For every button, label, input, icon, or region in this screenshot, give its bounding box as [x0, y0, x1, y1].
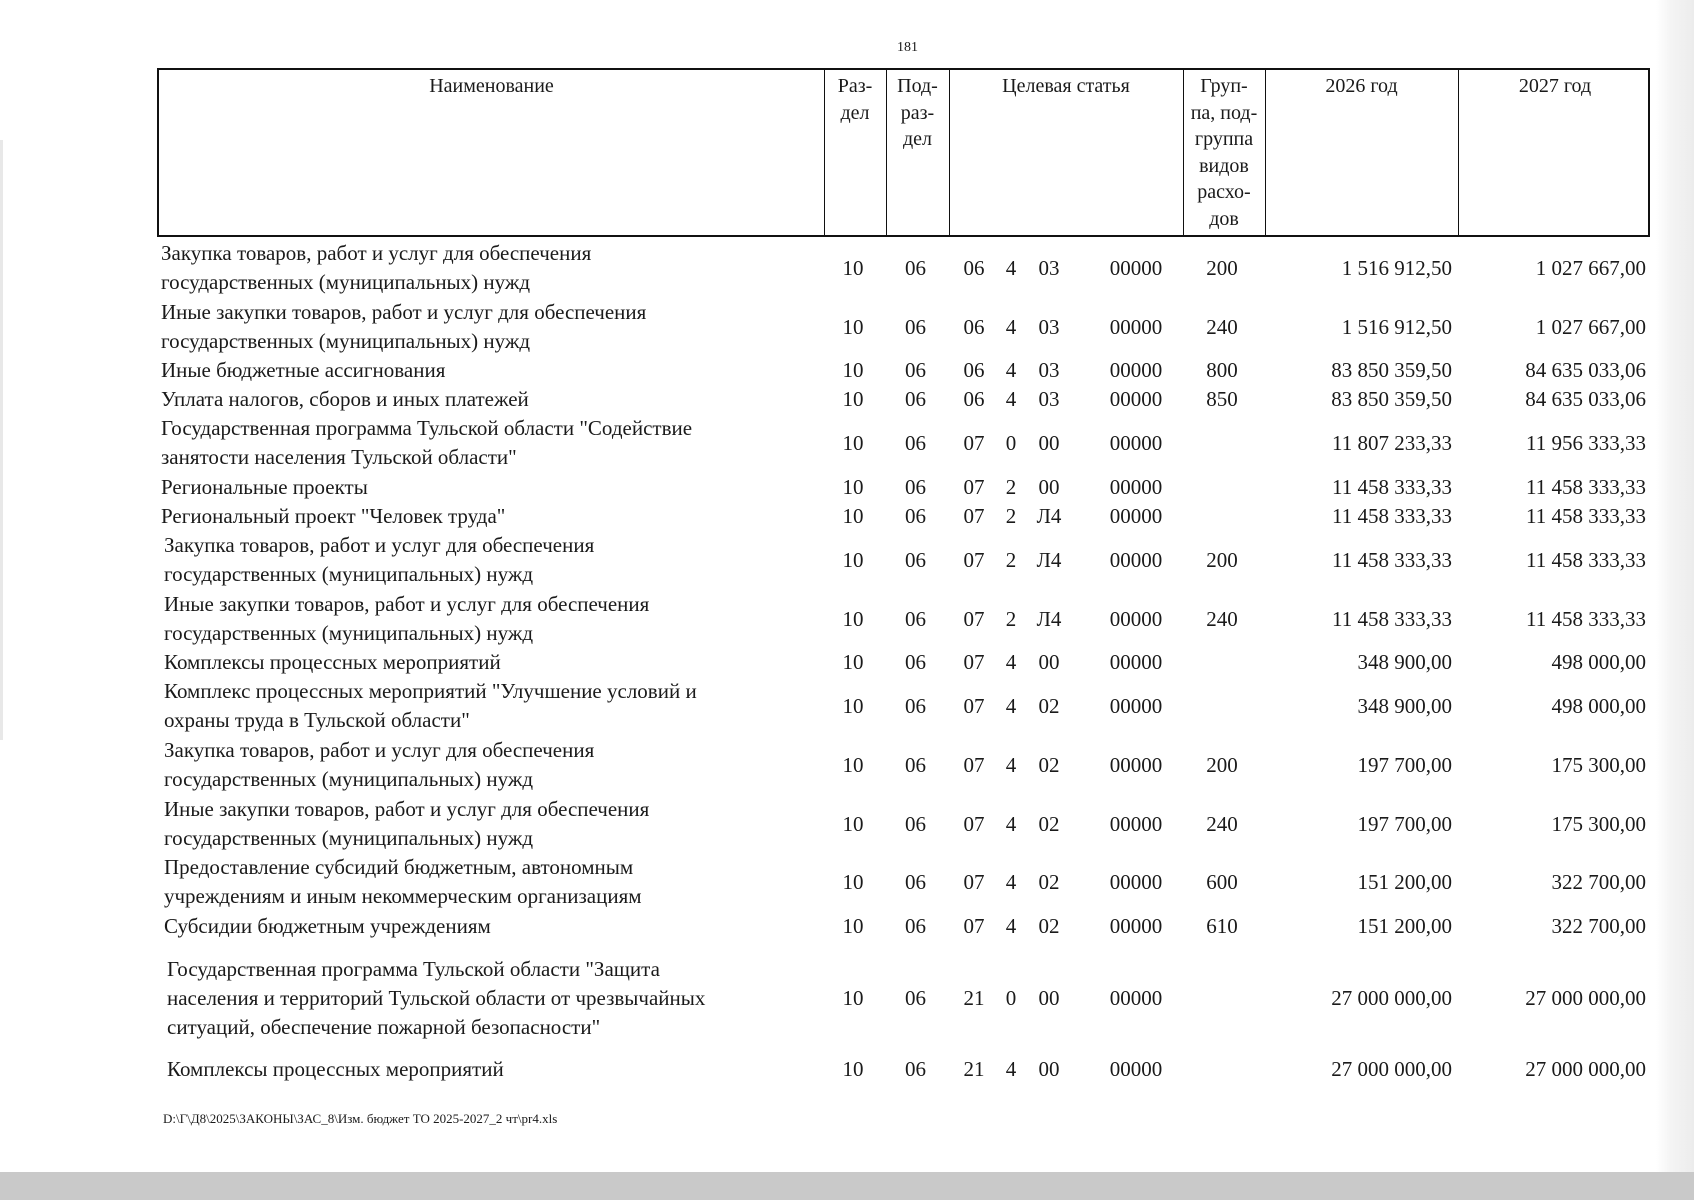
row-name-line: населения и территорий Тульской области от чрезвычайных [167, 986, 706, 1010]
table-row [157, 1055, 1650, 1084]
cell-v2027: 11 458 333,33 [1526, 547, 1646, 572]
cell-rz: 10 [842, 650, 864, 674]
cell-v2026: 197 700,00 [1357, 811, 1452, 836]
cell-t3: 02 [1038, 869, 1060, 894]
cell-pr: 06 [905, 358, 926, 382]
row-name [164, 853, 642, 911]
cell-rz: 10 [842, 358, 864, 382]
cell-rz: 10 [842, 1057, 864, 1081]
cell-v2027: 11 458 333,33 [1526, 475, 1646, 499]
cell-t1: 06 [963, 358, 985, 382]
table-row [157, 795, 1650, 853]
cell-v2027: 27 000 000,00 [1525, 1057, 1646, 1081]
header-razdel [824, 70, 886, 126]
cell-t4: 00000 [1109, 387, 1163, 411]
header-group-line: расхо- [1197, 181, 1251, 203]
cell-v2026: 11 458 333,33 [1332, 475, 1452, 499]
scan-edge-left [0, 140, 3, 740]
cell-v2027: 11 458 333,33 [1526, 504, 1646, 528]
cell-t2: 4 [1005, 1057, 1017, 1081]
cell-rz: 10 [842, 255, 864, 280]
cell-t4: 00000 [1109, 914, 1163, 938]
row-name-line: Региональный проект "Человек труда" [161, 504, 506, 528]
header-razdel-line: дел [840, 101, 870, 124]
table-row [157, 853, 1650, 911]
cell-pr: 06 [905, 869, 926, 894]
cell-v2027: 1 027 667,00 [1535, 255, 1646, 280]
row-name-line: Субсидии бюджетным учреждениям [164, 914, 491, 938]
row-name-line: занятости населения Тульской области" [161, 445, 517, 469]
cell-t3: 02 [1038, 752, 1060, 777]
cell-t4: 00000 [1109, 606, 1163, 631]
cell-v2026: 11 458 333,33 [1332, 547, 1452, 572]
cell-t4: 00000 [1109, 752, 1163, 777]
cell-t2: 4 [1005, 255, 1017, 280]
cell-v2027: 498 000,00 [1551, 650, 1646, 674]
header-podrazdel [886, 70, 949, 153]
row-name-line: ситуаций, обеспечение пожарной безопасности" [167, 1015, 601, 1039]
cell-t2: 2 [1005, 547, 1017, 572]
cell-t4: 00000 [1109, 358, 1163, 382]
cell-t3: 03 [1038, 387, 1060, 411]
cell-v2026: 27 000 000,00 [1331, 1057, 1452, 1081]
header-group-line: дов [1209, 207, 1239, 230]
row-name [164, 531, 594, 589]
row-name-line: Иные закупки товаров, работ и услуг для обеспечения [164, 592, 650, 616]
cell-pr: 06 [905, 752, 926, 777]
cell-gr: 850 [1206, 387, 1238, 411]
row-name-line: Комплекс процессных мероприятий "Улучшение условий и [164, 679, 697, 703]
row-name-line: государственных (муниципальных) нужд [164, 826, 534, 850]
cell-rz: 10 [842, 504, 864, 528]
cell-t4: 00000 [1109, 1057, 1163, 1081]
row-name-line: Закупка товаров, работ и услуг для обеспечения [164, 738, 595, 762]
cell-t1: 07 [963, 914, 985, 938]
cell-rz: 10 [842, 606, 864, 631]
cell-gr: 200 [1206, 752, 1238, 777]
cell-t3: Л4 [1036, 547, 1062, 572]
cell-t3: 00 [1038, 430, 1060, 455]
cell-pr: 06 [905, 475, 926, 499]
cell-v2027: 84 635 033,06 [1525, 358, 1646, 382]
row-name [164, 590, 649, 648]
table-row [157, 531, 1650, 589]
row-name-line: Комплексы процессных мероприятий [167, 1057, 504, 1081]
cell-v2027: 84 635 033,06 [1525, 387, 1646, 411]
table-row [157, 385, 1650, 414]
cell-t4: 00000 [1109, 504, 1163, 528]
table-row [157, 736, 1650, 794]
table-row [157, 955, 1650, 1042]
row-name-line: охраны труда в Тульской области" [164, 708, 470, 732]
cell-rz: 10 [842, 811, 864, 836]
cell-t2: 2 [1005, 475, 1017, 499]
cell-rz: 10 [842, 547, 864, 572]
cell-rz: 10 [842, 914, 864, 938]
table-row [157, 912, 1650, 941]
cell-t1: 06 [963, 314, 985, 339]
page-number: 181 [897, 40, 918, 55]
row-name-line: учреждениям и иным некоммерческим организациям [164, 884, 642, 908]
row-name [161, 385, 529, 414]
cell-pr: 06 [905, 693, 926, 718]
header-razdel-line: Раз- [837, 75, 873, 97]
cell-pr: 06 [905, 387, 926, 411]
cell-t4: 00000 [1109, 811, 1163, 836]
header-podrazdel-line: раз- [900, 101, 935, 124]
cell-pr: 06 [905, 811, 926, 836]
cell-v2026: 348 900,00 [1357, 693, 1452, 718]
cell-rz: 10 [842, 430, 864, 455]
cell-rz: 10 [842, 314, 864, 339]
row-name [164, 648, 501, 677]
cell-v2026: 83 850 359,50 [1331, 387, 1452, 411]
cell-v2027: 175 300,00 [1551, 752, 1646, 777]
cell-t1: 07 [963, 811, 985, 836]
row-name [167, 955, 705, 1042]
cell-t3: Л4 [1036, 504, 1062, 528]
cell-t2: 4 [1005, 387, 1017, 411]
cell-rz: 10 [842, 752, 864, 777]
cell-t4: 00000 [1109, 255, 1163, 280]
cell-t2: 4 [1005, 811, 1017, 836]
row-name [164, 795, 649, 853]
cell-t2: 4 [1005, 693, 1017, 718]
cell-v2026: 197 700,00 [1357, 752, 1452, 777]
row-name-line: Предоставление субсидий бюджетным, автономным [164, 855, 634, 879]
cell-t3: 03 [1038, 314, 1060, 339]
cell-t4: 00000 [1109, 475, 1163, 499]
cell-rz: 10 [842, 475, 864, 499]
cell-gr: 240 [1206, 606, 1238, 631]
cell-v2026: 27 000 000,00 [1331, 986, 1452, 1010]
row-name-line: государственных (муниципальных) нужд [161, 329, 531, 353]
cell-t1: 07 [963, 430, 985, 455]
row-name-line: государственных (муниципальных) нужд [164, 767, 534, 791]
cell-t1: 07 [963, 475, 985, 499]
table-row [157, 356, 1650, 385]
row-name-line: Закупка товаров, работ и услуг для обеспечения [164, 533, 595, 557]
cell-t2: 4 [1005, 914, 1017, 938]
row-name [164, 677, 697, 735]
cell-rz: 10 [842, 869, 864, 894]
row-name [161, 473, 368, 502]
cell-pr: 06 [905, 606, 926, 631]
cell-t2: 2 [1005, 606, 1017, 631]
row-name-line: государственных (муниципальных) нужд [164, 621, 534, 645]
table-header [157, 68, 1650, 237]
row-name [164, 736, 594, 794]
cell-pr: 06 [905, 1057, 926, 1081]
header-target: Целевая статья [1002, 75, 1130, 97]
cell-t1: 07 [963, 752, 985, 777]
row-name [164, 912, 491, 941]
header-2027: 2027 год [1518, 75, 1592, 97]
cell-pr: 06 [905, 547, 926, 572]
cell-v2027: 11 956 333,33 [1526, 430, 1646, 455]
cell-t3: 00 [1038, 986, 1060, 1010]
row-name [161, 298, 646, 356]
cell-t4: 00000 [1109, 314, 1163, 339]
cell-t1: 07 [963, 693, 985, 718]
cell-t1: 21 [963, 986, 985, 1010]
row-name-line: Иные закупки товаров, работ и услуг для обеспечения [161, 300, 647, 324]
header-2026: 2026 год [1325, 75, 1398, 97]
cell-t4: 00000 [1109, 650, 1163, 674]
row-name-line: Уплата налогов, сборов и иных платежей [161, 387, 529, 411]
cell-gr: 610 [1206, 914, 1238, 938]
cell-pr: 06 [905, 430, 926, 455]
row-name-line: Закупка товаров, работ и услуг для обеспечения [161, 241, 592, 265]
cell-t4: 00000 [1109, 693, 1163, 718]
cell-t4: 00000 [1109, 547, 1163, 572]
cell-t2: 2 [1005, 504, 1017, 528]
cell-rz: 10 [842, 387, 864, 411]
cell-pr: 06 [905, 255, 926, 280]
cell-v2027: 11 458 333,33 [1526, 606, 1646, 631]
cell-t2: 0 [1005, 430, 1017, 455]
cell-t1: 21 [963, 1057, 985, 1081]
row-name-line: Государственная программа Тульской области "Защита [167, 957, 660, 981]
cell-t3: 02 [1038, 811, 1060, 836]
cell-t1: 07 [963, 606, 985, 631]
cell-pr: 06 [905, 504, 926, 528]
cell-v2027: 1 027 667,00 [1535, 314, 1646, 339]
row-name [161, 414, 692, 472]
row-name [161, 502, 505, 531]
cell-v2026: 348 900,00 [1357, 650, 1452, 674]
cell-t3: 02 [1038, 914, 1060, 938]
cell-v2026: 1 516 912,50 [1341, 314, 1452, 339]
header-group-line: группа [1194, 128, 1254, 150]
cell-t3: Л4 [1036, 606, 1062, 631]
cell-t3: 00 [1038, 1057, 1060, 1081]
file-path: D:\Г\Д8\2025\ЗАКОНЫ\ЗАС_8\Изм. бюджет ТО 2025-2027_2 чт\pr4.xls [163, 1111, 558, 1126]
cell-t4: 00000 [1109, 869, 1163, 894]
cell-t4: 00000 [1109, 430, 1163, 455]
cell-gr: 240 [1206, 314, 1238, 339]
header-name: Наименование [429, 75, 554, 97]
cell-v2027: 322 700,00 [1551, 869, 1646, 894]
cell-v2026: 151 200,00 [1357, 869, 1452, 894]
cell-t2: 4 [1005, 314, 1017, 339]
cell-v2026: 1 516 912,50 [1341, 255, 1452, 280]
cell-pr: 06 [905, 314, 926, 339]
row-name-line: Региональные проекты [161, 475, 368, 499]
cell-t1: 07 [963, 547, 985, 572]
cell-t1: 07 [963, 650, 985, 674]
cell-rz: 10 [842, 693, 864, 718]
cell-t3: 03 [1038, 255, 1060, 280]
cell-t2: 0 [1005, 986, 1017, 1010]
cell-t1: 06 [963, 387, 985, 411]
row-name [161, 239, 591, 297]
cell-t3: 03 [1038, 358, 1060, 382]
cell-t3: 00 [1038, 475, 1060, 499]
cell-v2027: 322 700,00 [1551, 914, 1646, 938]
row-name-line: государственных (муниципальных) нужд [164, 562, 534, 586]
cell-gr: 200 [1206, 255, 1238, 280]
cell-v2026: 151 200,00 [1357, 914, 1452, 938]
row-name [167, 1055, 504, 1084]
cell-gr: 800 [1206, 358, 1238, 382]
table-row [157, 590, 1650, 648]
cell-gr: 600 [1206, 869, 1238, 894]
row-name-line: Комплексы процессных мероприятий [164, 650, 501, 674]
header-group-line: видов [1199, 154, 1249, 177]
cell-v2027: 498 000,00 [1551, 693, 1646, 718]
cell-v2026: 11 807 233,33 [1332, 430, 1452, 455]
cell-t4: 00000 [1109, 986, 1163, 1010]
row-name-line: Иные бюджетные ассигнования [161, 358, 446, 382]
row-name-line: Иные закупки товаров, работ и услуг для обеспечения [164, 797, 650, 821]
table-row [157, 502, 1650, 531]
cell-t1: 07 [963, 504, 985, 528]
cell-t1: 06 [963, 255, 985, 280]
row-name-line: Государственная программа Тульской области "Содействие [161, 416, 693, 440]
header-podrazdel-line: Под- [897, 75, 938, 97]
header-group [1183, 70, 1265, 232]
cell-t2: 4 [1005, 650, 1017, 674]
table-row [157, 414, 1650, 472]
row-name [161, 356, 445, 385]
header-group-line: па, под- [1190, 101, 1258, 124]
table-row [157, 648, 1650, 677]
cell-gr: 240 [1206, 811, 1238, 836]
header-group-line: Груп- [1200, 75, 1248, 97]
table-row [157, 473, 1650, 502]
cell-t2: 4 [1005, 358, 1017, 382]
table-row [157, 677, 1650, 735]
cell-v2026: 83 850 359,50 [1331, 358, 1452, 382]
cell-pr: 06 [905, 986, 926, 1010]
cell-gr: 200 [1206, 547, 1238, 572]
cell-pr: 06 [905, 650, 926, 674]
table-row [157, 298, 1650, 356]
cell-v2026: 11 458 333,33 [1332, 606, 1452, 631]
header-podrazdel-line: дел [902, 128, 933, 150]
cell-rz: 10 [842, 986, 864, 1010]
cell-v2027: 27 000 000,00 [1525, 986, 1646, 1010]
cell-v2027: 175 300,00 [1551, 811, 1646, 836]
row-name-line: государственных (муниципальных) нужд [161, 270, 531, 294]
cell-t2: 4 [1005, 752, 1017, 777]
table-row [157, 239, 1650, 297]
scan-edge-right [1656, 0, 1694, 1200]
cell-t2: 4 [1005, 869, 1017, 894]
cell-t3: 02 [1038, 693, 1060, 718]
cell-t1: 07 [963, 869, 985, 894]
cell-v2026: 11 458 333,33 [1332, 504, 1452, 528]
cell-t3: 00 [1038, 650, 1060, 674]
scan-edge-bottom [0, 1172, 1694, 1200]
cell-pr: 06 [905, 914, 926, 938]
